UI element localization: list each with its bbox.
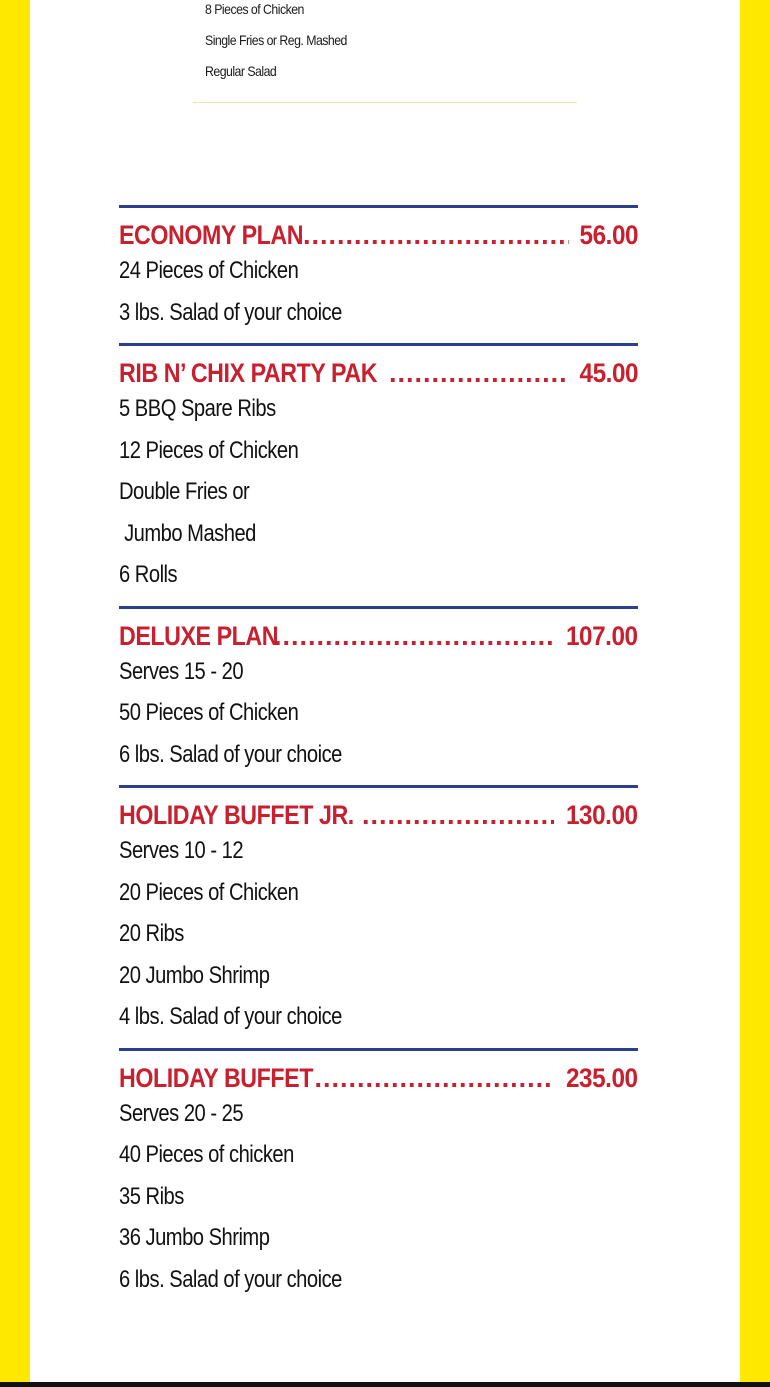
section-title: HOLIDAY BUFFET — [119, 1062, 313, 1093]
list-item: 35 Ribs — [119, 1182, 184, 1210]
dot-leader — [315, 1063, 555, 1093]
list-item: 5 BBQ Spare Ribs — [119, 395, 276, 422]
section-heading — [119, 208, 638, 250]
section-price: 56.00 — [579, 220, 638, 250]
list-item: 20 Pieces of Chicken — [119, 878, 299, 906]
menu-section-holiday-buffet — [119, 1048, 638, 1311]
menu-section-holiday-buffet-jr — [119, 785, 638, 1048]
list-item: 6 lbs. Salad of your choice — [119, 1265, 342, 1293]
list-item: Jumbo Mashed — [119, 519, 256, 547]
section-title: ECONOMY PLAN — [119, 220, 304, 250]
left-yellow-border — [0, 0, 30, 1387]
section-price: 45.00 — [579, 358, 638, 388]
list-item: 4 lbs. Salad of your choice — [119, 1003, 342, 1030]
list-item: 50 Pieces of Chicken — [119, 699, 299, 726]
section-price: 107.00 — [566, 620, 638, 651]
previous-plan-items — [205, 0, 525, 93]
section-items — [119, 388, 638, 606]
section-price: 235.00 — [566, 1062, 638, 1093]
menu-section-rib-chix-party-pak — [119, 343, 638, 606]
section-price: 130.00 — [566, 800, 638, 830]
dot-leader — [362, 800, 554, 830]
list-item: 12 Pieces of Chicken — [119, 436, 299, 464]
list-item: 3 lbs. Salad of your choice — [119, 298, 342, 326]
section-items — [119, 830, 638, 1048]
list-item: 20 Ribs — [119, 920, 184, 947]
menu-section-economy-plan — [119, 205, 638, 343]
section-heading — [119, 346, 638, 388]
list-item: 24 Pieces of Chicken — [119, 257, 299, 284]
section-title: DELUXE PLAN — [119, 620, 279, 651]
section-heading — [119, 788, 638, 830]
list-item: Double Fries or — [119, 478, 250, 505]
section-title: RIB N’ CHIX PARTY PAK — [119, 358, 378, 388]
list-item: Regular Salad — [205, 63, 277, 79]
list-item: 6 Rolls — [119, 561, 178, 588]
list-item: Serves 10 - 12 — [119, 837, 244, 864]
section-items — [119, 250, 638, 343]
list-item: Single Fries or Reg. Mashed — [205, 32, 347, 48]
list-item: 8 Pieces of Chicken — [205, 1, 304, 17]
list-item: Serves 20 - 25 — [119, 1099, 244, 1127]
list-item: 6 lbs. Salad of your choice — [119, 740, 342, 768]
list-item: 40 Pieces of chicken — [119, 1141, 294, 1168]
section-heading — [119, 1051, 638, 1093]
list-item: Serves 15 - 20 — [119, 657, 244, 685]
dot-leader — [303, 220, 569, 250]
list-item: 20 Jumbo Shrimp — [119, 961, 270, 989]
dot-leader — [274, 621, 554, 651]
menu-list — [119, 205, 638, 1310]
section-title: HOLIDAY BUFFET JR. — [119, 800, 354, 830]
list-item: 36 Jumbo Shrimp — [119, 1224, 270, 1251]
bottom-border — [0, 1382, 770, 1387]
section-items — [119, 1093, 638, 1311]
menu-section-deluxe-plan — [119, 606, 638, 786]
dot-leader — [389, 358, 569, 388]
right-yellow-border — [740, 0, 770, 1387]
section-heading — [119, 609, 638, 651]
section-items — [119, 651, 638, 786]
divider — [193, 102, 577, 103]
